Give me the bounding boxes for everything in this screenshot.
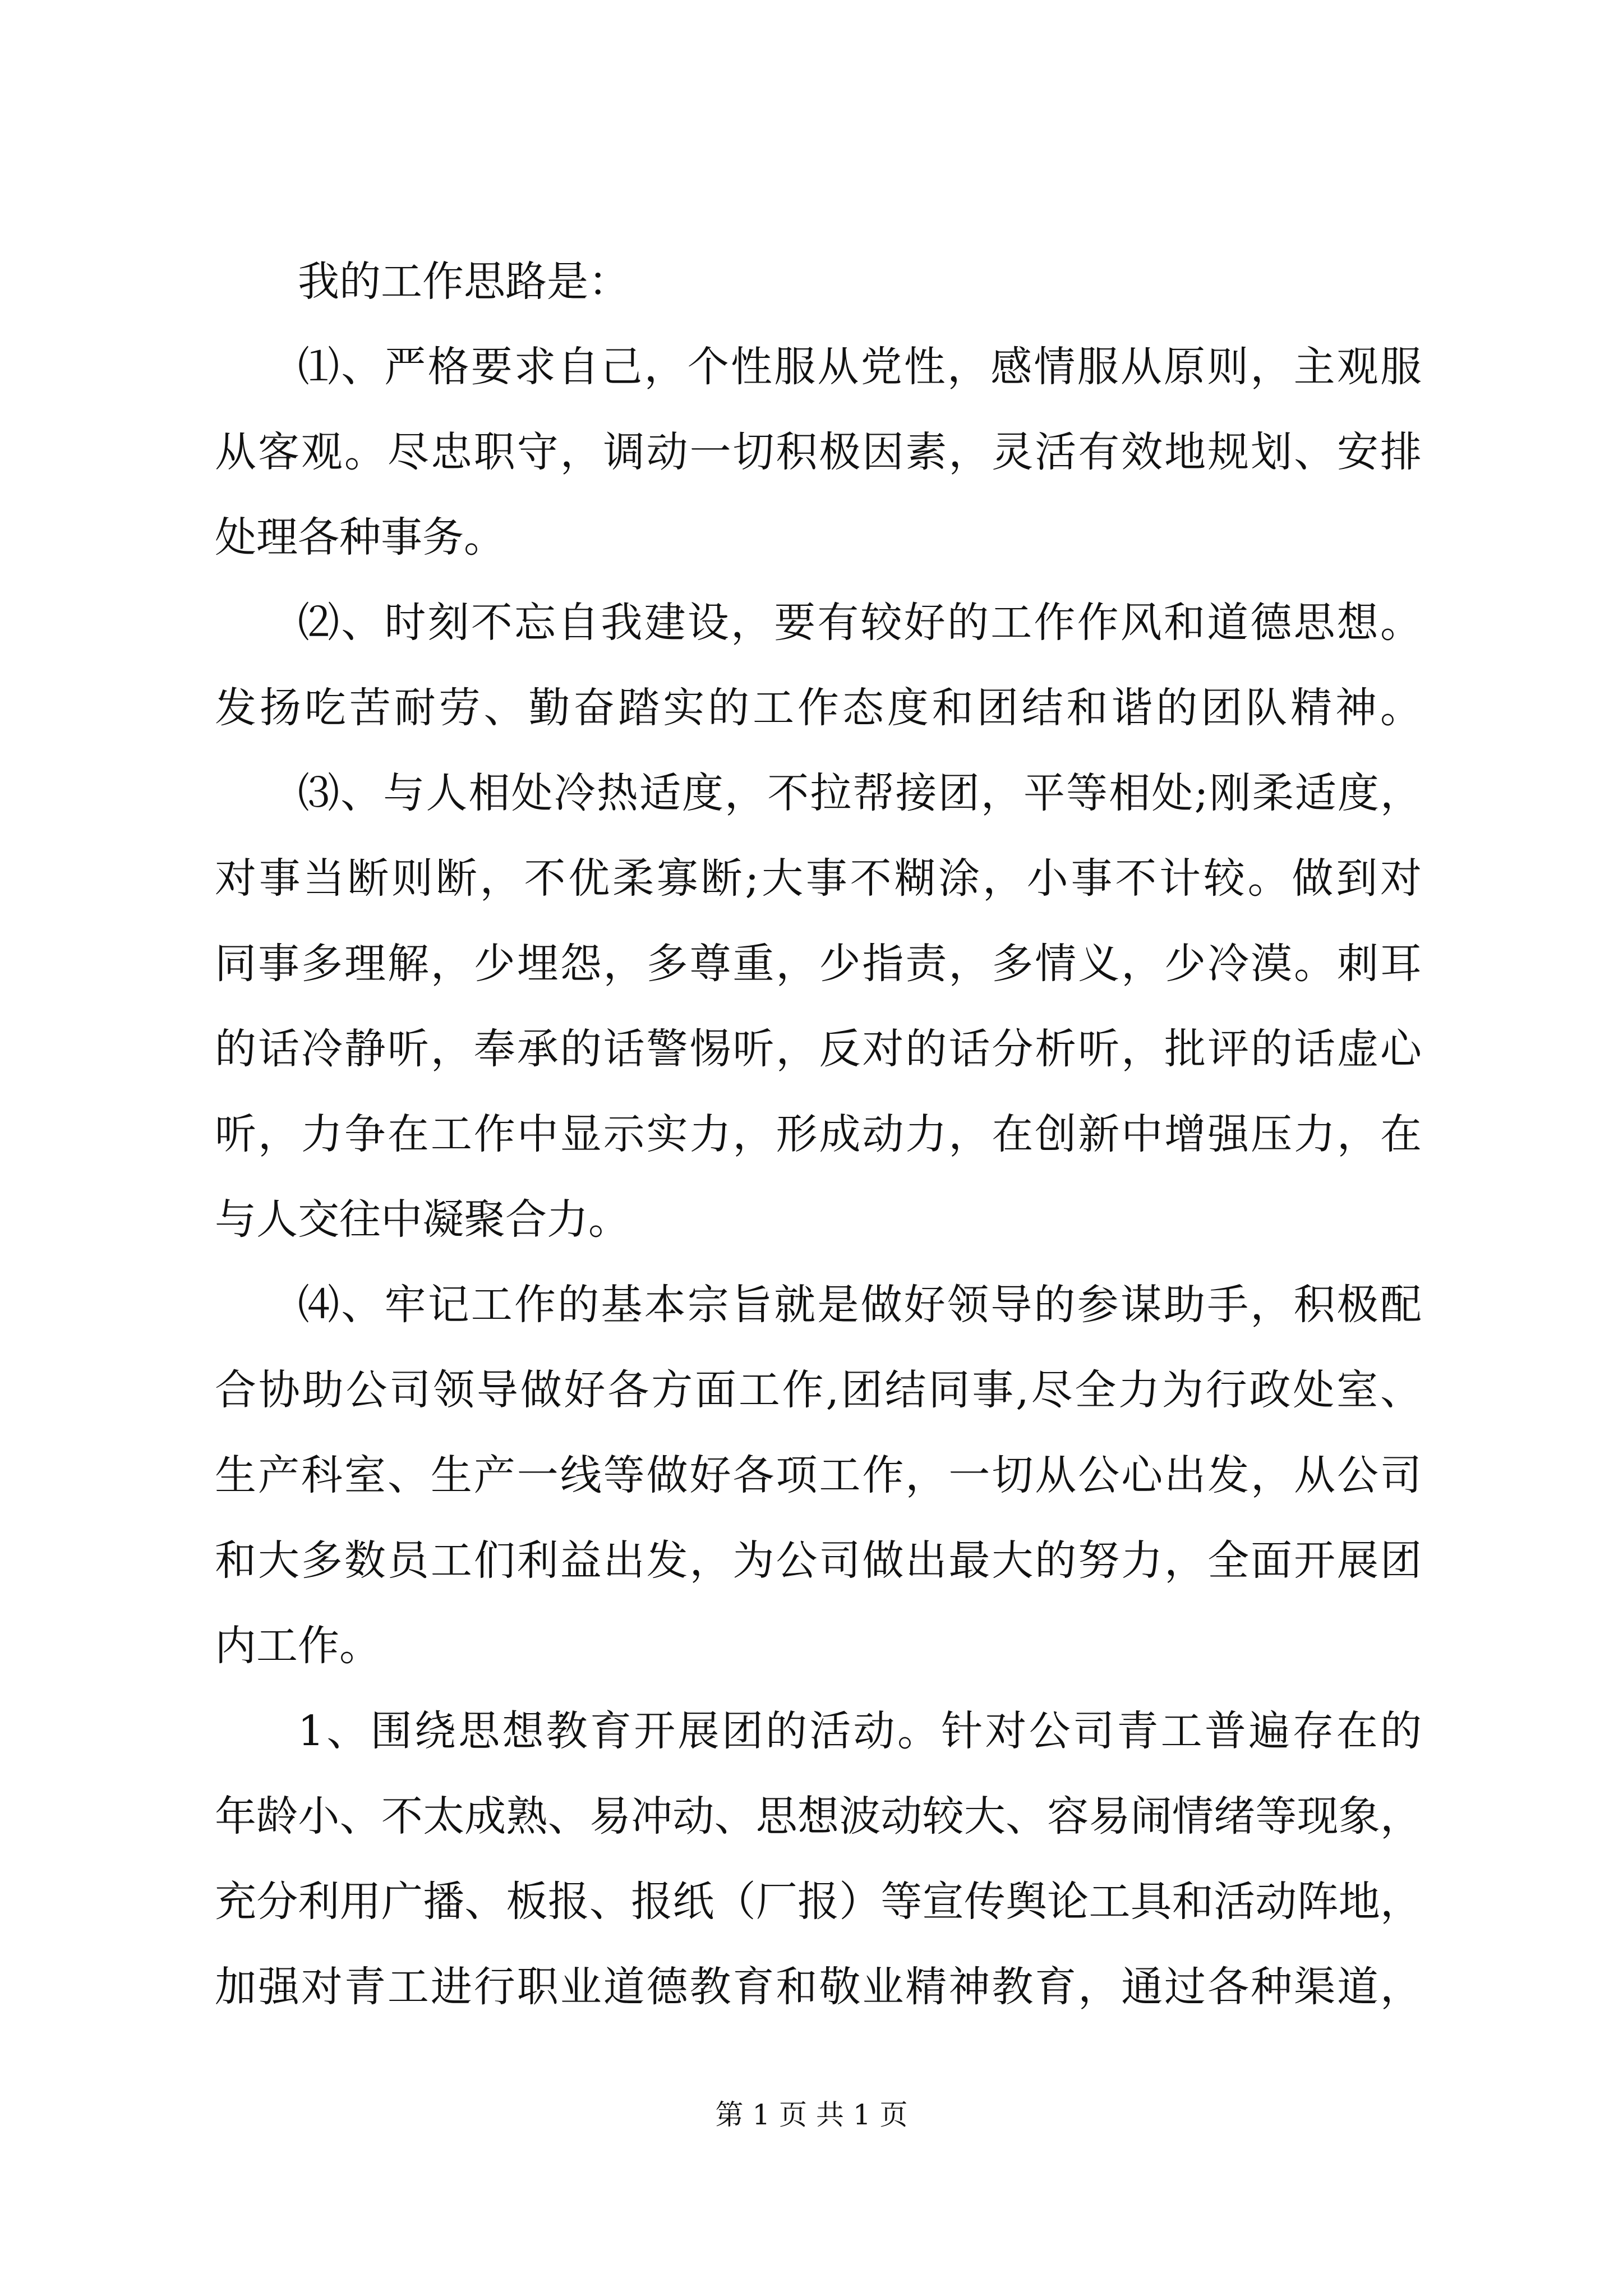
- page-footer: 第 1 页 共 1 页: [715, 2099, 908, 2131]
- text-line: ⑴、严格要求自己，个性服从党性，感情服从原则，主观服: [298, 343, 1422, 391]
- text-line: 从客观。尽忠职守，调动一切积极因素，灵活有效地规划、安排: [215, 428, 1422, 476]
- text-line: ⑵、时刻不忘自我建设，要有较好的工作作风和道德思想。: [298, 599, 1422, 647]
- text-line: 听，力争在工作中显示实力，形成动力，在创新中增强压力，在: [215, 1110, 1422, 1158]
- text-line: 年龄小、不太成熟、易冲动、思想波动较大、容易闹情绪等现象，: [215, 1792, 1422, 1841]
- text-line: ⑶、与人相处冷热适度，不拉帮接团，平等相处;刚柔适度，: [298, 769, 1422, 817]
- document-body: [215, 239, 1422, 2030]
- text-line: 加强对青工进行职业道德教育和敬业精神教育，通过各种渠道，: [215, 1963, 1422, 2011]
- text-line: 生产科室、生产一线等做好各项工作，一切从公心出发，从公司: [215, 1451, 1422, 1499]
- text-line: 和大多数员工们利益出发，为公司做出最大的努力，全面开展团: [215, 1536, 1422, 1585]
- text-line: ⑷、牢记工作的基本宗旨就是做好领导的参谋助手，积极配: [298, 1281, 1422, 1329]
- text-line: 与人交往中凝聚合力。: [215, 1195, 630, 1244]
- text-line: 1、围绕思想教育开展团的活动。针对公司青工普遍存在的: [298, 1707, 1422, 1755]
- text-line: 合协助公司领导做好各方面工作,团结同事,尽全力为行政处室、: [215, 1366, 1422, 1414]
- text-line: 我的工作思路是：: [298, 257, 630, 306]
- text-line: 的话冷静听，奉承的话警惕听，反对的话分析听，批评的话虚心: [215, 1025, 1422, 1073]
- text-line: 同事多理解，少埋怨，多尊重，少指责，多情义，少冷漠。刺耳: [215, 940, 1422, 988]
- text-line: 对事当断则断，不优柔寡断;大事不糊涂，小事不计较。做到对: [215, 854, 1422, 903]
- text-line: 内工作。: [215, 1622, 381, 1670]
- text-line: 发扬吃苦耐劳、勤奋踏实的工作态度和团结和谐的团队精神。: [215, 684, 1422, 732]
- text-line: 处理各种事务。: [215, 513, 505, 562]
- text-line: 充分利用广播、板报、报纸（厂报）等宣传舆论工具和活动阵地，: [215, 1878, 1422, 1926]
